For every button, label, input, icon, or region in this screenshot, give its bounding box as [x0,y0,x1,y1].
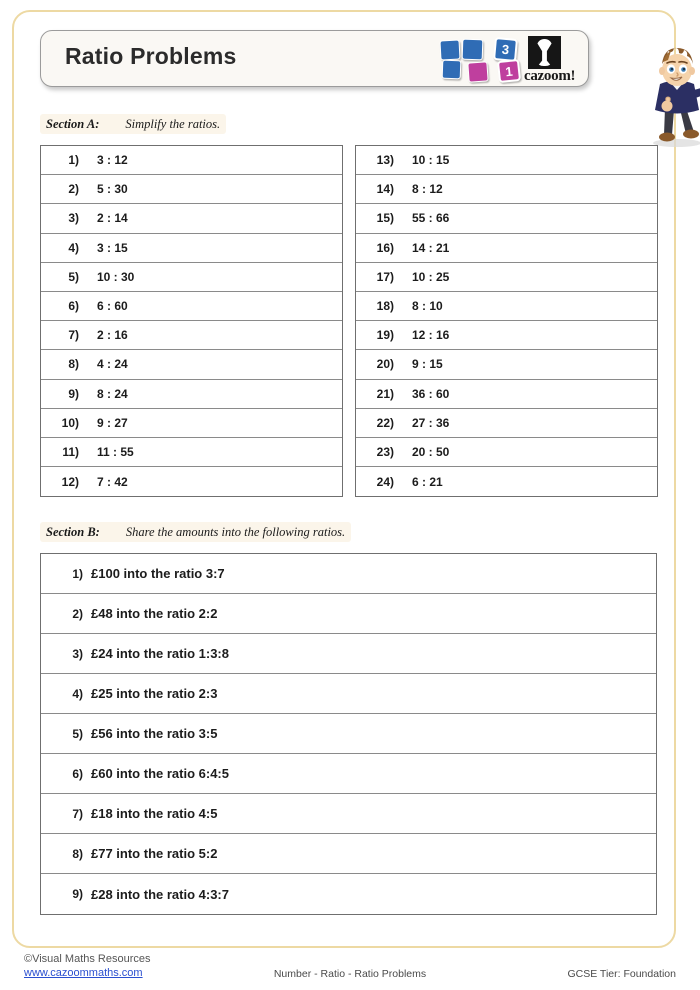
table-row[interactable] [41,409,342,438]
question-text: 6 : 60 [97,299,128,314]
question-number: 13) [376,153,394,168]
question-number: 4) [68,240,79,255]
question-number: 1) [68,153,79,168]
table-row[interactable] [356,146,657,175]
question-number: 5) [72,726,83,741]
question-text: 6 : 21 [412,474,443,489]
table-row[interactable] [356,175,657,204]
table-row[interactable] [41,754,656,794]
question-text: £77 into the ratio 5:2 [91,846,218,861]
question-text: 3 : 15 [97,240,128,255]
table-row[interactable] [41,634,656,674]
question-text: £18 into the ratio 4:5 [91,806,218,821]
question-number: 15) [376,211,394,226]
question-text: 8 : 12 [412,182,443,197]
table-row[interactable] [41,467,342,496]
question-number: 22) [376,415,394,430]
table-row[interactable] [356,409,657,438]
table-row[interactable] [41,714,656,754]
question-text: £28 into the ratio 4:3:7 [91,886,229,902]
copyright-text: ©Visual Maths Resources [24,953,151,965]
question-number: 9) [72,887,83,901]
table-row[interactable] [41,834,656,874]
question-text: 7 : 42 [97,474,128,489]
table-row[interactable] [356,204,657,233]
question-text: 36 : 60 [412,386,450,401]
question-number: 9) [68,386,79,401]
table-row[interactable] [356,467,657,496]
table-row[interactable] [41,350,342,379]
question-number: 12) [61,474,79,489]
table-row[interactable] [356,438,657,467]
question-text: 2 : 16 [97,328,128,343]
section-b-name: Section B: [46,524,100,539]
question-text: 8 : 24 [97,386,128,401]
question-text: 27 : 36 [412,415,450,430]
section-a-column-1 [40,145,343,497]
question-text: 8 : 10 [412,299,443,314]
question-number: 23) [376,444,394,459]
question-text: 3 : 12 [97,153,128,168]
question-text: £60 into the ratio 6:4:5 [91,766,229,781]
logo-black-square [528,36,561,69]
question-text: £25 into the ratio 2:3 [91,686,218,701]
logo-square-magenta [467,61,488,82]
section-a-column-2 [355,145,658,497]
table-row[interactable] [356,321,657,350]
question-number: 2) [72,606,83,621]
question-number: 10) [61,415,79,430]
table-row[interactable] [41,292,342,321]
question-text: £100 into the ratio 3:7 [91,566,225,581]
question-number: 3) [68,211,79,226]
question-text: 11 : 55 [97,444,134,459]
question-number: 8) [68,357,79,372]
question-text: 10 : 30 [97,269,135,284]
worksheet-header [40,30,590,90]
logo-tile-one: 1 [497,59,521,83]
question-text: 4 : 24 [97,357,128,372]
question-text: 14 : 21 [412,240,450,255]
question-number: 11) [62,444,79,459]
footer-topic: Number - Ratio - Ratio Problems [273,968,427,980]
question-text: £24 into the ratio 1:3:8 [91,646,229,661]
table-row[interactable] [41,594,656,634]
question-text: 9 : 27 [97,415,128,430]
question-text: £56 into the ratio 3:5 [91,726,218,741]
table-row[interactable] [356,292,657,321]
question-number: 5) [68,269,79,284]
section-a-label [40,114,226,134]
question-number: 21) [376,386,394,401]
section-a-description: Simplify the ratios. [125,116,221,131]
section-b-label [40,522,351,542]
table-row[interactable] [356,234,657,263]
question-number: 7) [72,806,83,821]
question-text: 9 : 15 [412,357,443,372]
question-number: 20) [376,357,394,372]
table-row[interactable] [41,674,656,714]
table-row[interactable] [41,175,342,204]
website-link[interactable]: www.cazoommaths.com [24,967,143,979]
question-text: 10 : 15 [412,153,450,168]
section-b-description: Share the amounts into the following ratios. [125,524,346,539]
question-number: 6) [68,299,79,314]
table-row[interactable] [356,263,657,292]
question-text: 55 : 66 [412,211,450,226]
question-text: 10 : 25 [412,269,450,284]
question-number: 8) [72,846,83,861]
logo-square-blue-3 [442,60,462,80]
question-number: 1) [72,566,83,581]
table-row[interactable] [41,321,342,350]
hourglass-icon [537,39,552,66]
question-number: 16) [376,240,394,255]
table-row[interactable] [41,874,656,914]
question-text: 2 : 14 [97,211,128,226]
page-title: Ratio Problems [65,43,237,69]
worksheet-footer [0,952,700,990]
question-number: 24) [376,474,394,489]
question-text: £48 into the ratio 2:2 [91,606,218,621]
table-row[interactable] [41,146,342,175]
question-text: 20 : 50 [412,444,450,459]
cazoom-logo [436,34,586,84]
logo-tile-three: 3 [493,37,518,62]
question-number: 14) [376,182,394,197]
question-number: 19) [376,328,394,343]
logo-square-blue-2 [462,39,484,61]
table-row[interactable] [41,263,342,292]
table-row[interactable] [41,438,342,467]
footer-tier: GCSE Tier: Foundation [567,968,676,980]
table-row[interactable] [41,554,656,594]
question-number: 4) [72,686,83,701]
question-number: 6) [72,766,83,781]
question-number: 7) [68,328,79,343]
table-row[interactable] [41,234,342,263]
question-text: 12 : 16 [412,328,450,343]
question-text: 5 : 30 [97,182,128,197]
question-number: 3) [72,646,83,661]
question-number: 18) [376,299,394,314]
table-row[interactable] [41,380,342,409]
logo-square-blue-1 [439,39,460,60]
table-row[interactable] [356,350,657,379]
table-row[interactable] [356,380,657,409]
question-number: 17) [376,269,394,284]
question-number: 2) [68,182,79,197]
table-row[interactable] [41,794,656,834]
section-b-table [40,553,657,915]
mascot-boy-illustration [634,46,700,148]
table-row[interactable] [41,204,342,233]
section-a-name: Section A: [46,116,100,131]
logo-wordmark: cazoom! [524,68,576,84]
